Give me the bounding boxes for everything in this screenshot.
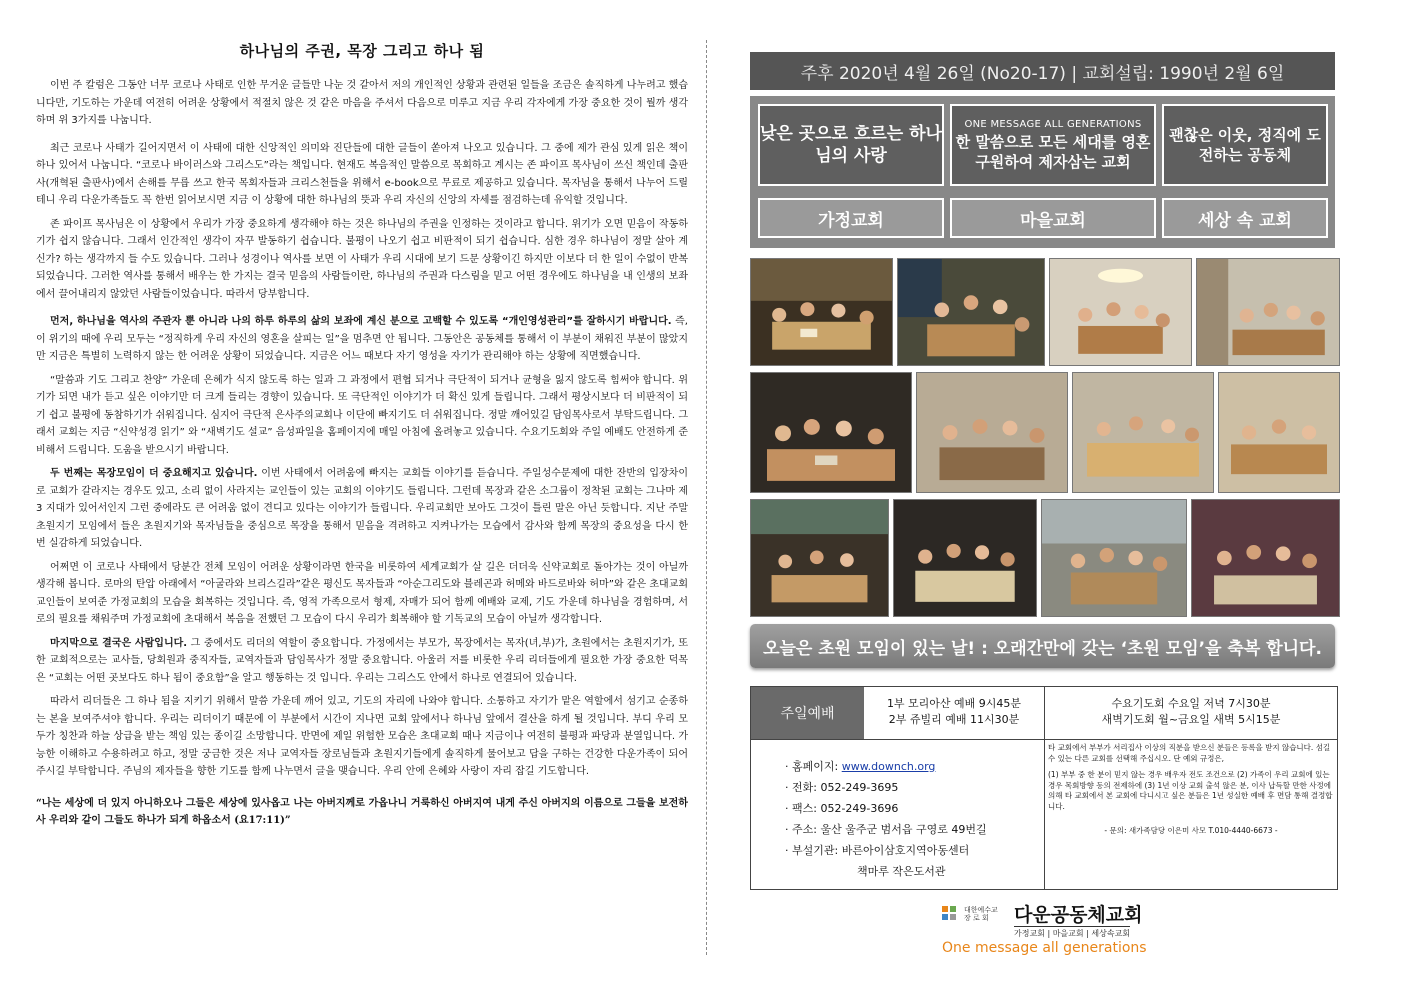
article-paragraph: 어쩌면 이 코로나 사태에서 당분간 전체 모임이 어려운 상황이라면 한국을 비롯하여 세계교회가 살 길은 더더욱 신약교회로 돌아가는 것이 아닐까 생각해 봅니다. 로마의 탄압 아래에서 “아굴라와 브리스길라”같은 평신도 목자들과 “아순그리도와 블레곤과 허메와 바드로바와 허마”와 같은 초대교회 교인들이 보여준 가정교회의 모습을 회복하는 것입니다. 즉, 영적 가족으로서 형제, 자매가 되어 함께 예배와 교제, 기도 가운데 하나님을 경험하며, 서로의 필요를 채워주며 가정교회에 초대해서 복음을 전했던 그 모습이 다시 우리가 회복해야 할 기독교의 모습이 아닐까 생각합니다. [36,561,688,625]
article-paragraph [36,465,688,553]
article-paragraph: 최근 코로나 사태가 길어지면서 이 사태에 대한 신앙적인 의미와 진단들에 대한 글들이 쏟아져 나오고 있습니다. 그 중에 제가 관심 있게 읽은 책이 하나 있어서 나눕니다. “코로나 바이러스와 그리스도”라는 책입니다. 현재도 복음적인 말씀으로 목회하고 계시는 존 파이프 목사님이 쓰신 책인데 출판사(개혁된 출판사)에서 손해를 무릅 쓰고 한국 목회자들과 크리스천들을 위해서 e-book으로 무료로 제공하고 있습니다. 목자님을 통해서 나누어 드릴테니 우리 다운가족들도 꼭 한번 읽어보시면 지금 이 상황에 대한 하나님의 뜻과 우리 자신의 신앙의 자세를 점검하는데 유익할 것입니다. [36,142,688,206]
notice-contact: - 문의: 새가족담당 이은미 사모 T.010-4440-6673 - [1104,826,1278,835]
homepage-link[interactable]: www.downch.org [841,760,936,773]
gathering-photo [893,499,1037,617]
article-paragraph: 존 파이프 목사님은 이 상황에서 우리가 가장 중요하게 생각해야 하는 것은 하나님의 주권을 인정하는 것이라고 합니다. 위기가 오면 믿음이 작동하기가 쉽지 않습니다. 그래서 인간적인 생각이 자꾸 발동하기 쉽습니다. 불평이 나오기 쉽고 비판적이 되기 쉽습니다. 심한 경우 하나님이 정말 살아 계신가? 하는 생각까지 들 수도 있습니다. 그러나 성경이나 역사를 보면 이 사태가 우리 시대에 보기 드문 상황이긴 하지만 이보다 더 한 일이 수없이 반복되었습니다. 그러한 역사를 통해서 배우는 한 가지는 결국 믿음의 사람들이란, 하나님의 주권과 다스림을 믿고 어떤 경우에도 하나님을 내 인생의 보좌에서 끌어내리지 않았던 사람들이었습니다. 따라서 당부합니다. [36,218,688,300]
announcement-banner: 오늘은 초원 모임이 있는 날! : 오래간만에 갖는 ‘초원 모임’을 축복 합니다. [750,624,1335,668]
bulletin-cover [750,0,1340,992]
church-logo [942,902,1202,964]
article-emphasis: 두 번째는 목장모임이 더 중요해지고 있습니다. [50,468,258,479]
sunday-service-times [864,687,1045,739]
service-time: 2부 쥬빌리 예배 11시30분 [888,713,1020,726]
attached-institution-row: 책마루 작은도서관 [857,865,946,878]
motto-box-message [950,104,1156,186]
category-world-church: 세상 속 교회 [1162,198,1328,238]
church-tags: 가정교회 | 마을교회 | 세상속교회 [1014,926,1130,939]
attached-institution-row: · 부설기관: 바른아이삼호지역아동센터 [785,844,970,857]
article-text: 이번 사태에서 어려움에 빠지는 교회들 이야기를 듣습니다. 주일성수문제에 대한 잔반의 입장차이로 교회가 갈라지는 경우도 있고, 소리 없이 사라지는 교인들이 있는 교회의 이야기도 들립니다. 그런데 목장과 같은 소그룹이 정착된 교회는 그나마 제3 지대가 있어서인지 그런 중에라도 큰 어려움 없이 견디고 있다는 이야기가 들립니다. 우리교회만 보아도 그것이 틀린 말은 아닌 듯합니다. 지난 주말 초원지기 모임에서 들은 초원지기와 목자님들을 중심으로 목장을 통해서 믿음을 격려하고 지켜나가는 모습에서 감사와 함께 목장의 중요성을 다시 한번 실감하게 되었습니다. [36,468,688,549]
homepage-label: · 홈페이지: [785,760,842,773]
article-paragraph: 이번 주 칼럼은 그동안 너무 코로나 사태로 인한 무거운 글들만 나눈 것 같아서 저의 개인적인 상황과 관련된 일들을 조금은 솔직하게 나누려고 했습니다만, 기도하는 가운데 여전히 어려운 상황에서 적절치 않은 것 같은 마음을 주셔서 다음으로 미루고 지금 우리 각자에게 가장 중요한 것이 뭘까 생각하며 위 3가지를 나눕니다. [36,80,688,126]
motto-panel [750,96,1335,248]
category-village-church: 마을교회 [950,198,1156,238]
article-paragraph [36,635,688,688]
service-info-table [750,686,1338,890]
church-logo-icon [942,906,956,920]
article-paragraph: 따라서 리더들은 그 하나 됨을 지키기 위해서 말씀 가운데 깨어 있고, 기도의 자리에 나와야 합니다. 소통하고 자기가 맡은 역할에서 섬기고 순종하는 본을 보여주셔야 합니다. 우리는 리더이기 때문에 이 부분에서 시간이 지나면 교회 앞에서나 하나님 앞에서 결산을 하게 될 것입니다. 부디 우리 모두가 칭찬과 하늘 상급을 받는 책임 있는 종이길 소망합니다. 반면에 제일 위험한 모습은 초대교회 때나 지금이나 여전히 불평과 파당과 분열입니다. 가능한 이해하고 수용하려고 하고, 정말 궁금한 것은 저나 교역자들 장로님들과 초원지기들에게 솔직하게 물어보고 답을 구하는 건강한 다운가족이 되어주시길 부탁합니다. 주님의 제자들을 향한 기도를 함께 나누면서 글을 맺습니다. 우리 안에 은혜와 사랑이 자리 잡길 기도합니다. [36,696,688,777]
church-slogan: One message all generations [942,940,1147,956]
article-title: 하나님의 주권, 목장 그리고 하나 됨 [239,42,485,60]
church-contact-info [751,740,1045,889]
denomination-line: 장 로 회 [964,914,989,922]
phone-row: · 전화: 052-249-3695 [785,781,899,794]
service-time: 새벽기도회 월~금요일 새벽 5시15분 [1101,713,1281,726]
service-time: 수요기도회 수요일 저녁 7시30분 [1111,697,1271,710]
sunday-service-label: 주일예배 [751,687,864,739]
service-time: 1부 모리아산 예배 9시45분 [886,697,1022,710]
gathering-photo [897,258,1045,366]
article-text: 그 중에서도 리더의 역할이 중요합니다. 가정에서는 부모가, 목장에서는 목자(녀,부)가, 초원에서는 초원지기가, 또한 교회적으로는 교사들, 당회원과 중직자들, 교역자들과 담임목사가 정말 중요합니다. 아울러 저를 비롯한 우리 리더들에게 필요한 가장 중요한 덕목은 “교회는 어떤 곳보다도 하나 됨이 중요함”을 알고 행동하는 것 입니다. 우리는 그리스도 안에서 하나로 연결되어 있습니다. [36,637,688,684]
gathering-photo [1218,372,1340,493]
gathering-photo [1191,499,1340,617]
article-paragraph [36,313,688,366]
gathering-photo [750,499,889,617]
gathering-photo [1041,499,1187,617]
motto-text: 괜찮은 이웃, 정직에 도전하는 공동체 [1169,126,1321,164]
church-name: 다운공동체교회 [1014,904,1143,926]
scripture-quote: “나는 세상에 더 있지 아니하오나 그들은 세상에 있사옵고 나는 아버지께로 가옵나니 거룩하신 아버지여 내게 주신 아버지의 이름으로 그들을 보전하사 우리와 같이 그들도 하나가 되게 하옵소서 (요17:11)” [36,797,688,826]
motto-box-love [758,104,944,186]
denomination-line: 대한예수교 [964,906,998,914]
notice-rules: (1) 부부 중 한 분이 믿지 않는 경우 배우자 전도 조건으로 (2) 가족이 우리 교회에 있는 경우 목회방향 동의 전제하에 (3) 1년 이상 교회 출석 않은 분, 이사 납득할 만한 사정에 의해 타 교회에서 본 교회에 다니시고 싶은 분들은 1년 성실한 예배 후 면담 통해 결정합니다. [1048,770,1333,811]
column-article [36,40,688,955]
gathering-photo [1196,258,1340,366]
notice-text: 타 교회에서 부부가 서리집사 이상의 직분을 받으신 분들은 등록을 받지 않습니다. 섬길 수 있는 다른 교회를 선택해 주십시오. 단 예외 규정은, [1048,743,1331,763]
homepage-row [785,756,1044,777]
motto-subtitle: ONE MESSAGE ALL GENERATIONS [964,119,1142,130]
photo-collage [750,258,1340,620]
gathering-photo [1072,372,1214,493]
address-row: · 주소: 울산 울주군 범서읍 구영로 49번길 [785,823,987,836]
column-divider [706,40,707,955]
gathering-photo [750,372,912,493]
article-paragraph: “말씀과 기도 그리고 찬양” 가운데 은혜가 식지 않도록 하는 일과 그 과정에서 편협 되거나 극단적이 되거나 균형을 잃지 않도록 힘써야 합니다. 위기가 되면 내가 듣고 싶은 이야기만 더 크게 들리는 경향이 있습니다. 또 극단적인 이야기가 더 확신 있게 들립니다. 그래서 평상시보다 더 비판적이 되기 쉽고 불평에 동참하기가 쉬워집니다. 심지어 극단적 은사주의교회나 이단에 빠지기도 더 쉬워집니다. 정말 깨어있길 담임목사로서 부탁드립니다. 그래서 교회는 지금 “신약성경 읽기” 와 “새벽기도 설교” 음성파일을 홈페이지에 매일 아침에 올려놓고 있습니다. 수요기도회와 주일 예배도 안전하게 준비해서 드립니다. 도움을 받으시기 바랍니다. [36,374,688,456]
article-text: 즉, 이 위기의 때에 우리 모두는 “정직하게 우리 자신의 영혼을 살피는 일”을 멈추면 안 됩니다. 그동안은 공동체를 통해서 이 부분이 채워진 부분이 많았지만 지금은 특별히 노력하지 않는 한 어려운 상황이 되었습니다. 지금은 어느 때보다 자기 영성을 자기가 관리해야 하는 상황에 직면했습니다. [36,316,688,362]
gathering-photo [1049,258,1192,366]
motto-box-neighbor [1162,104,1328,186]
category-home-church: 가정교회 [758,198,944,238]
motto-text: 한 말씀으로 모든 세대를 영혼구원하여 제자삼는 교회 [955,133,1151,171]
fax-row: · 팩스: 052-249-3696 [785,802,899,815]
motto-text: 낮은 곳으로 흐르는 하나님의 사랑 [760,124,942,166]
article-emphasis: 마지막으로 결국은 사람입니다. [50,637,188,649]
date-bar: 주후 2020년 4월 26일 (No20-17) | 교회설립: 1990년 2월 6일 [750,52,1335,90]
gathering-photo [750,258,893,366]
registration-notice [1048,743,1334,843]
article-emphasis: 먼저, 하나님을 역사의 주관자 뿐 아니라 나의 하루 하루의 삶의 보좌에 계신 분으로 고백할 수 있도록 “개인영성관리”를 잘하시기 바랍니다. [50,316,672,327]
denomination-label [964,906,998,922]
gathering-photo [916,372,1068,493]
